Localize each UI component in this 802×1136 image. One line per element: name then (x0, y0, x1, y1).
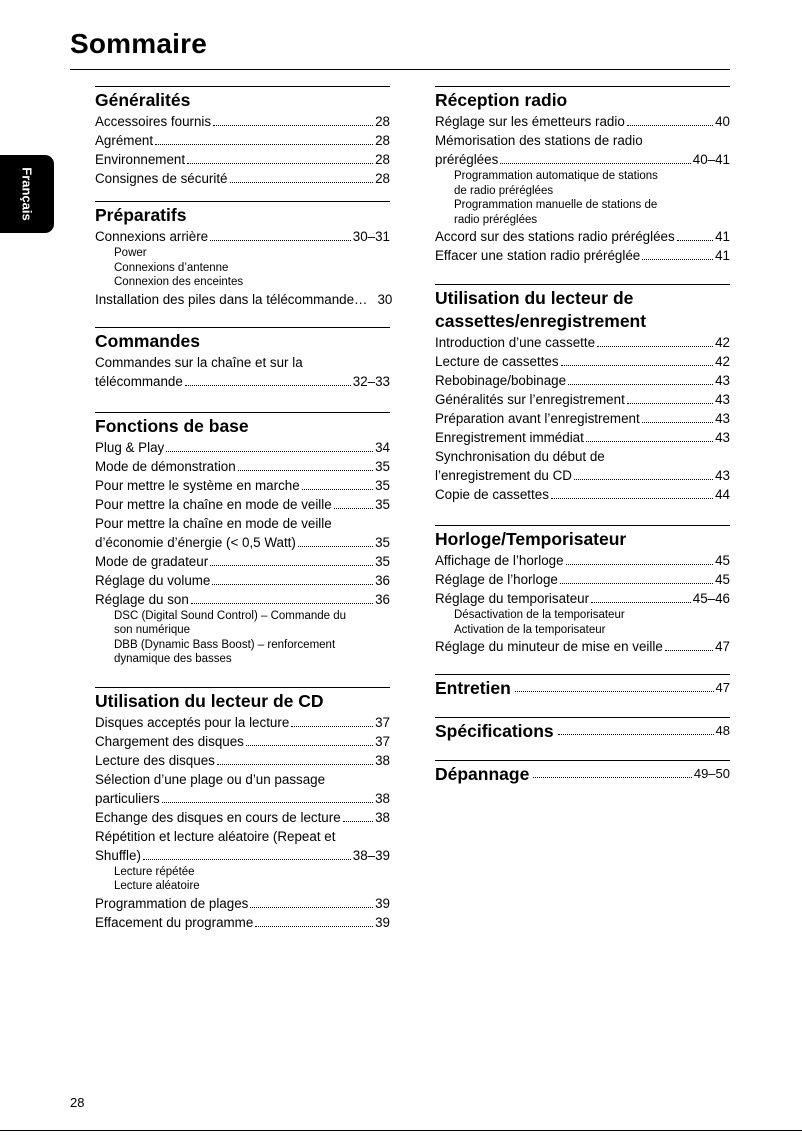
toc-subentry: Programmation manuelle de stations de (454, 199, 658, 211)
page-number: 28 (70, 1095, 85, 1110)
toc-entry[interactable]: télécommande 32–33 (95, 373, 390, 389)
section-fonctions-de-base (95, 412, 390, 667)
toc-entry[interactable]: Pour mettre la chaîne en mode de veille 35 (95, 496, 390, 512)
toc-entry[interactable]: Consignes de sécurité 28 (95, 171, 390, 186)
toc-entry[interactable]: Connexions arrière 30–31 (95, 229, 390, 244)
toc-entry[interactable]: Lecture des disques 38 (95, 752, 390, 768)
toc-subentry: dynamique des basses (114, 653, 232, 665)
section-heading-line2: cassettes/enregistrement (435, 311, 647, 331)
toc-entry[interactable]: Environnement 28 (95, 152, 390, 167)
section-heading: Préparatifs (95, 205, 187, 225)
section-heading: Horloge/Temporisateur (435, 529, 627, 549)
section-reception-radio (435, 86, 730, 265)
section-heading: Spécifications (435, 721, 554, 741)
toc-left-column (95, 86, 393, 932)
toc-subentry: Activation de la temporisateur (454, 623, 606, 636)
section-generalites (95, 86, 390, 188)
page-ref: 48 (715, 723, 730, 738)
section-heading: Entretien (435, 678, 511, 698)
language-tab-label: Français (19, 167, 35, 221)
toc-entry[interactable]: Réglage du son 36 (95, 591, 390, 607)
toc-subentry: Lecture répétée (114, 865, 195, 878)
toc-subentry: radio préréglées (454, 213, 538, 226)
section-cassettes (435, 284, 730, 504)
language-tab (0, 155, 54, 233)
toc-subentry: Programmation automatique de stations (454, 170, 658, 182)
toc-entry[interactable]: Mode de gradateur 35 (95, 553, 390, 569)
toc-entry[interactable]: Préparation avant l’enregistrement 43 (435, 411, 730, 426)
section-heading: Dépannage (435, 764, 530, 784)
toc-entry[interactable]: Lecture de cassettes 42 (435, 354, 730, 369)
toc-subentry: DBB (Dynamic Bass Boost) – renforcement (114, 638, 336, 651)
toc-subentry: Lecture aléatoire (114, 880, 200, 892)
toc-subentry: de radio préréglées (454, 184, 554, 197)
toc-entry[interactable]: Copie de cassettes 44 (435, 487, 730, 502)
section-preparatifs (95, 201, 393, 309)
toc-entry[interactable]: préréglées 40–41 (435, 152, 730, 167)
toc-entry[interactable]: Effacement du programme 39 (95, 914, 390, 930)
toc-entry[interactable]: Réglage du temporisateur 45–46 (435, 591, 730, 606)
section-heading: Généralités (95, 90, 191, 110)
page-ref: 49–50 (693, 766, 730, 781)
toc-entry[interactable]: Effacer une station radio préréglée 41 (435, 248, 730, 263)
toc-subentry: Power (114, 247, 147, 259)
toc-entry[interactable]: particuliers 38 (95, 790, 390, 806)
toc-subentry: son numérique (114, 624, 191, 636)
toc-entry[interactable]: d’économie d’énergie (< 0,5 Watt) 35 (95, 534, 390, 550)
toc-entry[interactable]: Rebobinage/bobinage 43 (435, 373, 730, 388)
page-ref: 47 (715, 680, 730, 695)
toc-entry[interactable]: Chargement des disques 37 (95, 733, 390, 749)
toc-entry[interactable]: Accessoires fournis 28 (95, 114, 390, 129)
section-heading: Commandes (95, 330, 201, 351)
section-heading: Fonctions de base (95, 415, 249, 436)
toc-entry[interactable]: Echange des disques en cours de lecture 38 (95, 809, 390, 825)
section-lecteur-cd (95, 687, 390, 932)
toc-entry-line: Mémorisation des stations de radio (435, 133, 643, 148)
toc-entry[interactable]: Programmation de plages 39 (95, 895, 390, 911)
toc-entry[interactable]: Pour mettre le système en marche 35 (95, 477, 390, 493)
section-specifications[interactable] (435, 717, 730, 742)
toc-entry[interactable]: Réglage sur les émetteurs radio 40 (435, 114, 730, 129)
toc-entry[interactable]: Généralités sur l’enregistrement 43 (435, 392, 730, 407)
section-heading: Réception radio (435, 90, 568, 110)
toc-entry[interactable]: Installation des piles dans la télécommande… 30 (95, 291, 393, 307)
toc-entry[interactable]: Accord sur des stations radio préréglées 41 (435, 229, 730, 244)
section-heading: Utilisation du lecteur de (435, 288, 634, 308)
toc-entry-line: Sélection d’une plage ou d’un passage (95, 771, 326, 787)
section-horloge (435, 525, 730, 656)
page-title: Sommaire (70, 28, 207, 59)
toc-entry[interactable]: l’enregistrement du CD 43 (435, 468, 730, 483)
toc-entry-line: Synchronisation du début de (435, 449, 605, 464)
toc-entry[interactable]: Introduction d’une cassette 42 (435, 335, 730, 350)
toc-entry-line: Commandes sur la chaîne et sur la (95, 354, 303, 370)
toc-subentry: Connexions d’antenne (114, 261, 229, 274)
toc-entry[interactable]: Réglage de l’horloge 45 (435, 572, 730, 587)
toc-subentry: Désactivation de la temporisateur (454, 609, 625, 621)
toc-entry[interactable]: Agrément 28 (95, 133, 390, 148)
toc-entry[interactable]: Disques acceptés pour la lecture 37 (95, 714, 390, 730)
section-commandes (95, 327, 390, 391)
section-entretien[interactable] (435, 674, 730, 699)
toc-subentry: Connexion des enceintes (114, 276, 244, 288)
toc-entry[interactable]: Réglage du minuteur de mise en veille 47 (435, 639, 730, 654)
toc-entry[interactable]: Réglage du volume 36 (95, 572, 390, 588)
title-divider (70, 69, 730, 70)
section-depannage[interactable] (435, 760, 730, 785)
toc-subentry: DSC (Digital Sound Control) – Commande du (114, 609, 347, 622)
toc-right-column (435, 86, 730, 785)
bottom-divider (0, 1130, 802, 1131)
toc-entry[interactable]: Mode de démonstration 35 (95, 458, 390, 474)
toc-entry[interactable]: Affichage de l’horloge 45 (435, 553, 730, 568)
toc-entry[interactable]: Shuffle) 38–39 (95, 847, 390, 863)
toc-entry[interactable]: Enregistrement immédiat 43 (435, 430, 730, 445)
section-heading: Utilisation du lecteur de CD (95, 690, 324, 711)
toc-entry-line: Répétition et lecture aléatoire (Repeat et (95, 828, 336, 844)
toc-entry[interactable]: Plug & Play 34 (95, 439, 390, 455)
toc-entry-line: Pour mettre la chaîne en mode de veille (95, 515, 332, 531)
